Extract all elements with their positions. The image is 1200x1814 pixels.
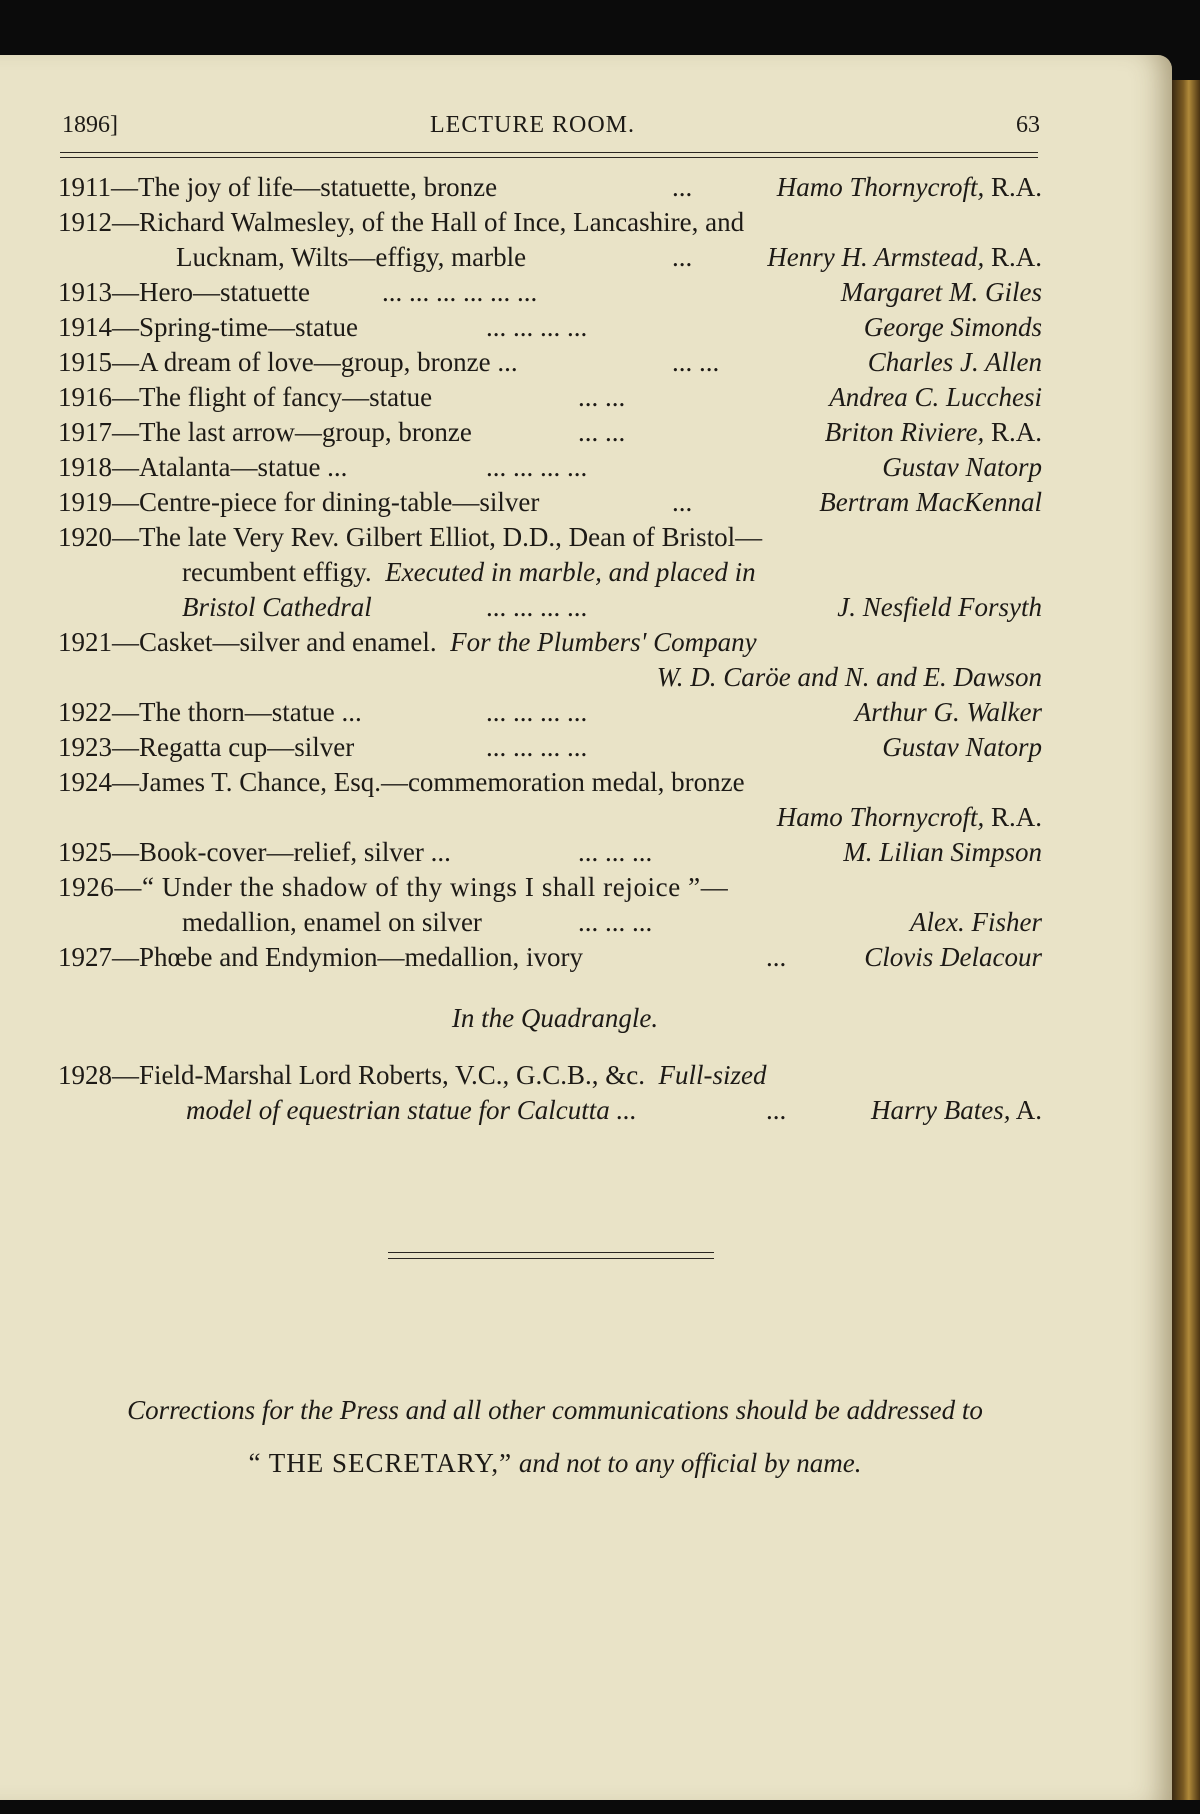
leader-dots: ... ... <box>672 347 720 377</box>
leader-dots: ... ... ... ... <box>486 312 588 342</box>
leader-dots: ... ... ... <box>578 907 653 937</box>
header-title: LECTURE ROOM. <box>430 112 635 138</box>
artist-name: Arthur G. Walker <box>854 697 1042 727</box>
entry-line <box>58 555 1042 590</box>
entry-line <box>58 345 1042 380</box>
entry-line <box>58 520 1042 555</box>
entry-text: recumbent effigy. Executed in marble, and placed in <box>182 557 756 587</box>
entry-text: 1924—James T. Chance, Esq.—commemoration medal, bronze <box>58 767 745 797</box>
entry-line <box>58 730 1042 765</box>
entry-line <box>58 940 1042 975</box>
entry-text: 1911—The joy of life—statuette, bronze <box>58 172 498 202</box>
artist-name: Andrea C. Lucchesi <box>829 382 1042 412</box>
entry-line <box>58 205 1042 240</box>
entry-text: 1925—Book-cover—relief, silver ... <box>58 837 451 867</box>
page-number: 63 <box>1016 112 1040 138</box>
footer-note-line1: Corrections for the Press and all other communications should be addressed to <box>127 1395 983 1425</box>
artist-name: Clovis Delacour <box>864 942 1042 972</box>
entry-line <box>58 1058 1042 1093</box>
leader-dots: ... <box>766 942 787 972</box>
entry-text: 1915—A dream of love—group, bronze ... <box>58 347 518 377</box>
entry-text: 1920—The late Very Rev. Gilbert Elliot, D.D., Dean of Bristol— <box>58 522 763 552</box>
leader-dots: ... <box>766 1095 787 1125</box>
leader-dots: ... ... ... ... <box>486 452 588 482</box>
artist-name: Gustav Natorp <box>882 732 1042 762</box>
entry-text: 1913—Hero—statuette <box>58 277 310 307</box>
leader-dots: ... <box>672 242 693 272</box>
artist-name: M. Lilian Simpson <box>843 837 1042 867</box>
leader-dots: ... <box>672 172 693 202</box>
entry-text: 1926—“ Under the shadow of thy wings I shall rejoice ”— <box>58 872 729 902</box>
entry-text: 1912—Richard Walmesley, of the Hall of Ince, Lancashire, and <box>58 207 745 237</box>
entry-text: 1916—The flight of fancy—statue <box>58 382 433 412</box>
entry-text: model of equestrian statue for Calcutta ... <box>186 1095 637 1125</box>
artist-name: Hamo Thornycroft, R.A. <box>776 172 1042 202</box>
entry-line <box>58 590 1042 625</box>
entry-text: 1923—Regatta cup—silver <box>58 732 355 762</box>
leader-dots: ... ... ... ... <box>486 732 588 762</box>
entry-line <box>58 450 1042 485</box>
artist-name: Briton Riviere, R.A. <box>824 417 1042 447</box>
entry-text: 1918—Atalanta—statue ... <box>58 452 348 482</box>
entry-line <box>58 660 1042 695</box>
book-spine <box>1172 80 1200 1800</box>
section-heading: In the Quadrangle. <box>451 1003 659 1033</box>
entry-text: 1922—The thorn—statue ... <box>58 697 362 727</box>
entry-text: 1914—Spring-time—statue <box>58 312 358 342</box>
artist-name: Henry H. Armstead, R.A. <box>767 242 1042 272</box>
entry-line <box>58 800 1042 835</box>
leader-dots: ... ... ... ... <box>486 592 588 622</box>
section-divider <box>388 1252 714 1259</box>
entry-line <box>58 835 1042 870</box>
entry-line <box>58 870 1042 905</box>
leader-dots: ... ... ... <box>578 837 653 867</box>
entry-line <box>58 905 1042 940</box>
entry-text: 1928—Field-Marshal Lord Roberts, V.C., G.C.B., &c. Full-sized <box>58 1060 767 1090</box>
artist-name: Charles J. Allen <box>867 347 1042 377</box>
entry-text: 1917—The last arrow—group, bronze <box>58 417 472 447</box>
artist-name: W. D. Caröe and N. and E. Dawson <box>656 662 1042 692</box>
running-header <box>62 112 1040 148</box>
footer-note-line2: “ THE SECRETARY,” and not to any official by name. <box>248 1448 862 1478</box>
header-rule <box>60 152 1038 158</box>
entry-line <box>58 625 1042 660</box>
artist-name: Bertram MacKennal <box>819 487 1042 517</box>
entry-text: medallion, enamel on silver <box>182 907 482 937</box>
entry-line <box>58 310 1042 345</box>
leader-dots: ... ... <box>578 382 626 412</box>
artist-name: Margaret M. Giles <box>840 277 1042 307</box>
artist-name: Alex. Fisher <box>910 907 1042 937</box>
leader-dots: ... ... ... ... ... ... <box>382 277 538 307</box>
header-year: 1896] <box>62 112 118 138</box>
artist-name: Harry Bates, A. <box>871 1095 1042 1125</box>
entry-line <box>58 1093 1042 1128</box>
entry-line <box>58 275 1042 310</box>
artist-name: George Simonds <box>863 312 1042 342</box>
artist-name: Gustav Natorp <box>882 452 1042 482</box>
leader-dots: ... <box>672 487 693 517</box>
leader-dots: ... ... <box>578 417 626 447</box>
entry-line <box>58 415 1042 450</box>
entry-line <box>58 765 1042 800</box>
entry-line <box>58 240 1042 275</box>
artist-name: J. Nesfield Forsyth <box>837 592 1042 622</box>
entry-line <box>58 380 1042 415</box>
entry-line <box>58 170 1042 205</box>
entry-line <box>58 695 1042 730</box>
leader-dots: ... ... ... ... <box>486 697 588 727</box>
entry-text: 1921—Casket—silver and enamel. For the Plumbers' Company <box>58 627 757 657</box>
entry-text: 1927—Phœbe and Endymion—medallion, ivory <box>58 942 583 972</box>
entry-text: Lucknam, Wilts—effigy, marble <box>176 242 527 272</box>
entry-line <box>58 485 1042 520</box>
entry-text: 1919—Centre-piece for dining-table—silver <box>58 487 540 517</box>
entry-text: Bristol Cathedral <box>182 592 372 622</box>
artist-name: Hamo Thornycroft, R.A. <box>776 802 1042 832</box>
